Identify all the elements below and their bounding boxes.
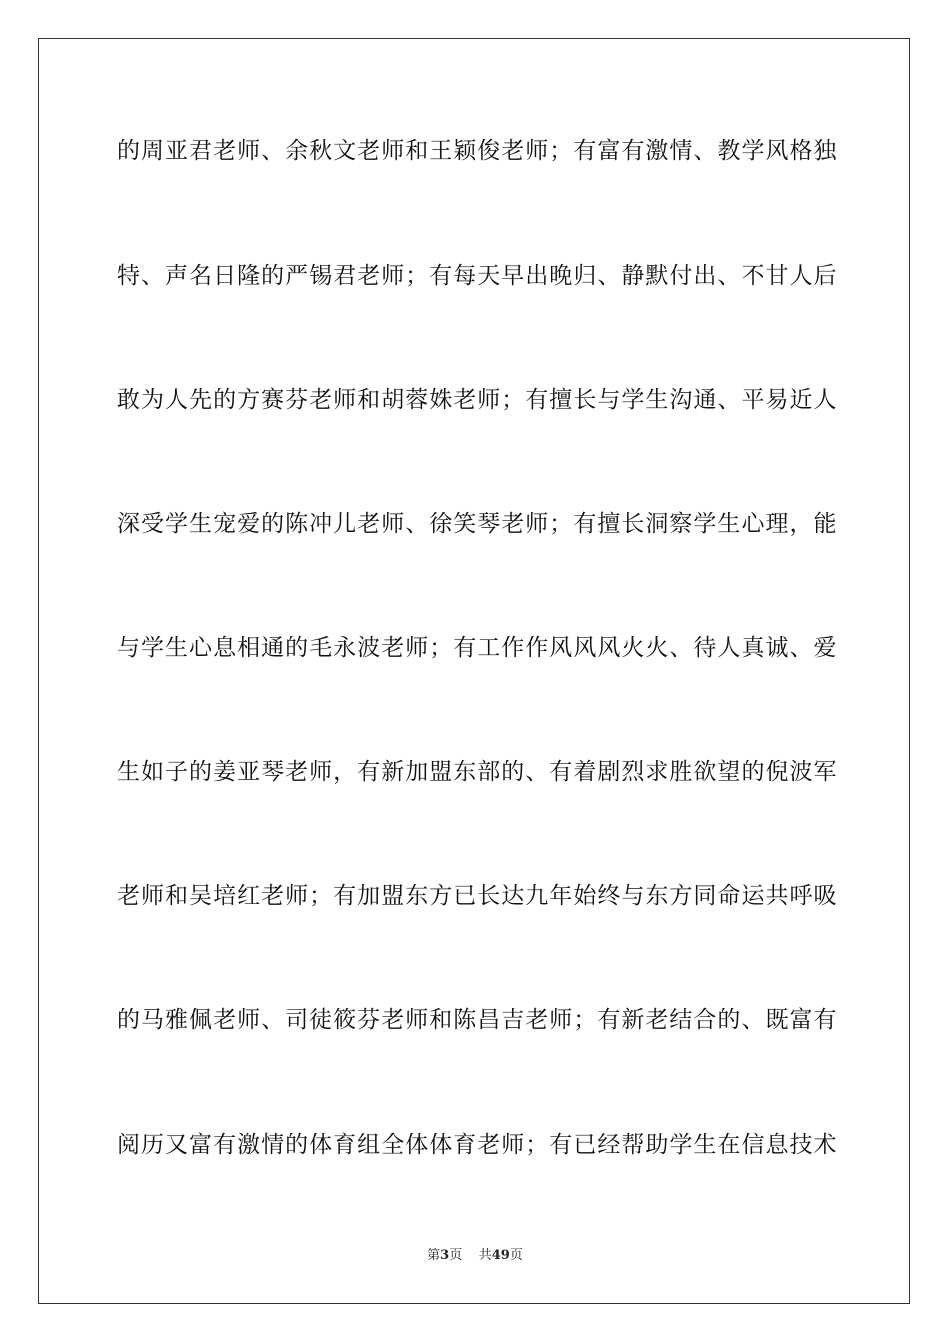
body-text-line-6: 生如子的姜亚琴老师，有新加盟东部的、有着剧烈求胜欲望的倪波军: [117, 759, 837, 785]
body-text-line-4: 深受学生宠爱的陈冲儿老师、徐笑琴老师；有擅长洞察学生心理，能: [117, 511, 837, 537]
body-text-line-7: 老师和吴培红老师；有加盟东方已长达九年始终与东方同命运共呼吸: [117, 883, 837, 909]
page-footer: [0, 1248, 950, 1264]
total-prefix: 共: [478, 1248, 492, 1263]
total-suffix: 页: [509, 1248, 523, 1263]
page-prefix: 第: [427, 1248, 441, 1263]
body-text-line-3: 敢为人先的方赛芬老师和胡蓉姝老师；有擅长与学生沟通、平易近人: [117, 387, 837, 413]
body-text-line-2: 特、声名日隆的严锡君老师；有每天早出晚归、静默付出、不甘人后: [117, 263, 837, 289]
body-text-line-8: 的马雅佩老师、司徒筱芬老师和陈昌吉老师；有新老结合的、既富有: [117, 1007, 837, 1033]
total-pages: 49: [491, 1248, 510, 1263]
page-number: 3: [440, 1248, 450, 1263]
page-border: [38, 38, 910, 1304]
body-text-line-5: 与学生心息相通的毛永波老师；有工作作风风风火火、待人真诚、爱: [117, 635, 837, 661]
body-text-line-9: 阅历又富有激情的体育组全体体育老师；有已经帮助学生在信息技术: [117, 1132, 837, 1158]
body-text-line-1: 的周亚君老师、余秋文老师和王颖俊老师；有富有激情、教学风格独: [117, 138, 837, 164]
page-suffix: 页: [449, 1248, 463, 1263]
